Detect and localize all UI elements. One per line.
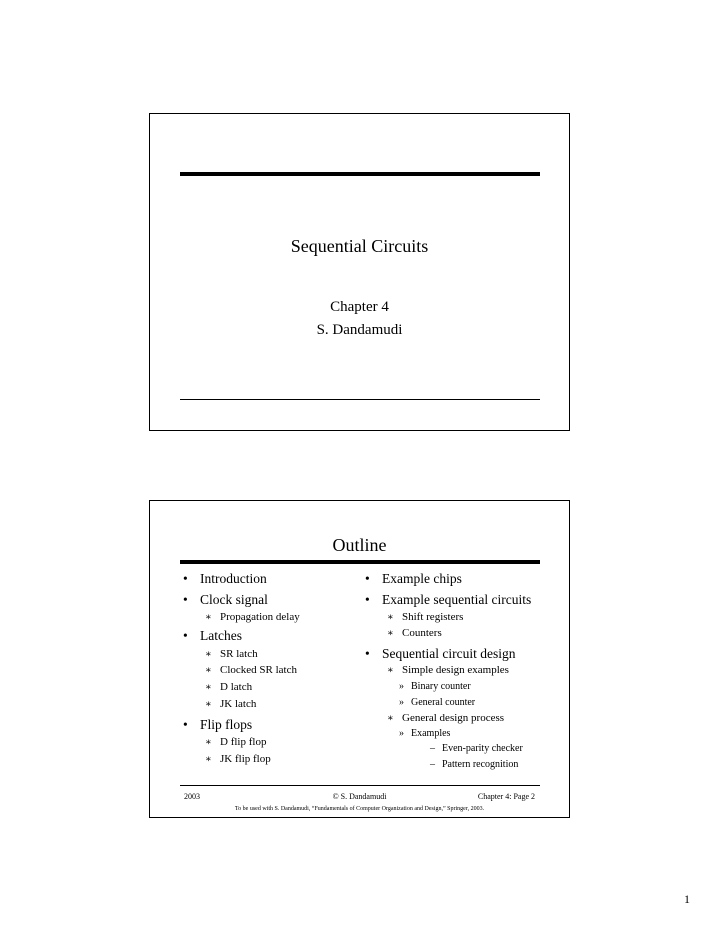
item-text: Example chips [382,571,462,586]
bullet-marker: ∗ [205,665,212,676]
right-column-item [430,743,523,754]
item-text: JK latch [220,698,257,710]
left-column-item [205,736,266,748]
left-column-item [183,571,267,587]
left-column-item [205,664,297,676]
bullet-marker: • [365,571,370,586]
item-text: SR latch [220,648,258,660]
top-rule [180,560,540,564]
item-text: Pattern recognition [442,759,519,770]
item-text: Introduction [200,571,267,586]
bullet-marker: ∗ [205,649,212,660]
right-column-item [387,664,509,676]
outline-slide [149,500,570,818]
footer-note: To be used with S. Dandamudi, “Fundamentals of Computer Organization and Design,” Springer, 2003. [234,806,485,812]
left-column-item [205,753,271,765]
bullet-marker: • [365,592,370,607]
right-column-item [365,592,531,608]
item-text: Binary counter [411,681,471,692]
right-column-item [430,759,518,770]
item-text: Flip flops [200,717,253,732]
outline-title: Outline [332,535,387,555]
bullet-marker: • [183,592,188,607]
item-text: Sequential circuit design [382,646,516,661]
bullet-marker: – [430,759,435,770]
right-column-item [365,571,462,587]
left-column-item [205,611,300,623]
bullet-marker: ∗ [205,754,212,765]
bullet-marker: » [399,681,404,692]
bullet-marker: • [183,628,188,643]
left-column-item [205,681,252,693]
item-text: Examples [411,728,451,739]
item-text: Clocked SR latch [220,664,297,676]
item-text: D flip flop [220,736,267,748]
item-text: Clock signal [200,592,268,607]
bullet-marker: » [399,697,404,708]
item-text: Even-parity checker [442,743,523,754]
bullet-marker: ∗ [205,612,212,623]
item-text: Simple design examples [402,664,509,676]
left-column-item [183,628,242,644]
right-column-item [399,697,475,708]
item-text: Propagation delay [220,611,300,623]
item-text: Latches [200,628,242,643]
page-number: 1 [684,892,690,906]
right-column-item [399,681,471,692]
item-text: General design process [402,712,505,724]
left-column-item [183,717,252,733]
item-text: Counters [402,627,442,639]
footer-copyright: © S. Dandamudi [332,792,387,801]
title-slide [149,113,570,431]
bullet-marker: » [399,728,404,739]
bullet-marker: ∗ [205,737,212,748]
bullet-marker: ∗ [205,682,212,693]
right-column-item [399,728,450,739]
item-text: D latch [220,681,253,693]
item-text: General counter [411,697,476,708]
bullet-marker: ∗ [205,699,212,710]
bullet-marker: • [183,571,188,586]
bullet-marker: ∗ [387,713,394,724]
item-text: Shift registers [402,611,464,623]
footer-rule [180,785,540,786]
bullet-marker: • [183,717,188,732]
author-name: S. Dandamudi [316,322,403,338]
chapter-label: Chapter 4 [330,299,389,315]
footer-page: Chapter 4: Page 2 [477,792,535,801]
bullet-marker: ∗ [387,628,394,639]
left-column-item [183,592,268,608]
right-column-item [365,646,515,662]
bullet-marker: – [430,743,435,754]
item-text: Example sequential circuits [382,592,532,607]
bullet-marker: • [365,646,370,661]
bullet-marker: ∗ [387,665,394,676]
right-column-item [387,627,442,639]
item-text: JK flip flop [220,753,271,765]
footer-year: 2003 [184,792,200,801]
left-column-item [205,698,256,710]
bottom-rule [180,399,540,400]
bullet-marker: ∗ [387,612,394,623]
right-column-item [387,611,463,623]
right-column-item [387,712,504,724]
left-column-item [205,648,258,660]
top-rule [180,172,540,176]
slide-title: Sequential Circuits [290,236,429,256]
